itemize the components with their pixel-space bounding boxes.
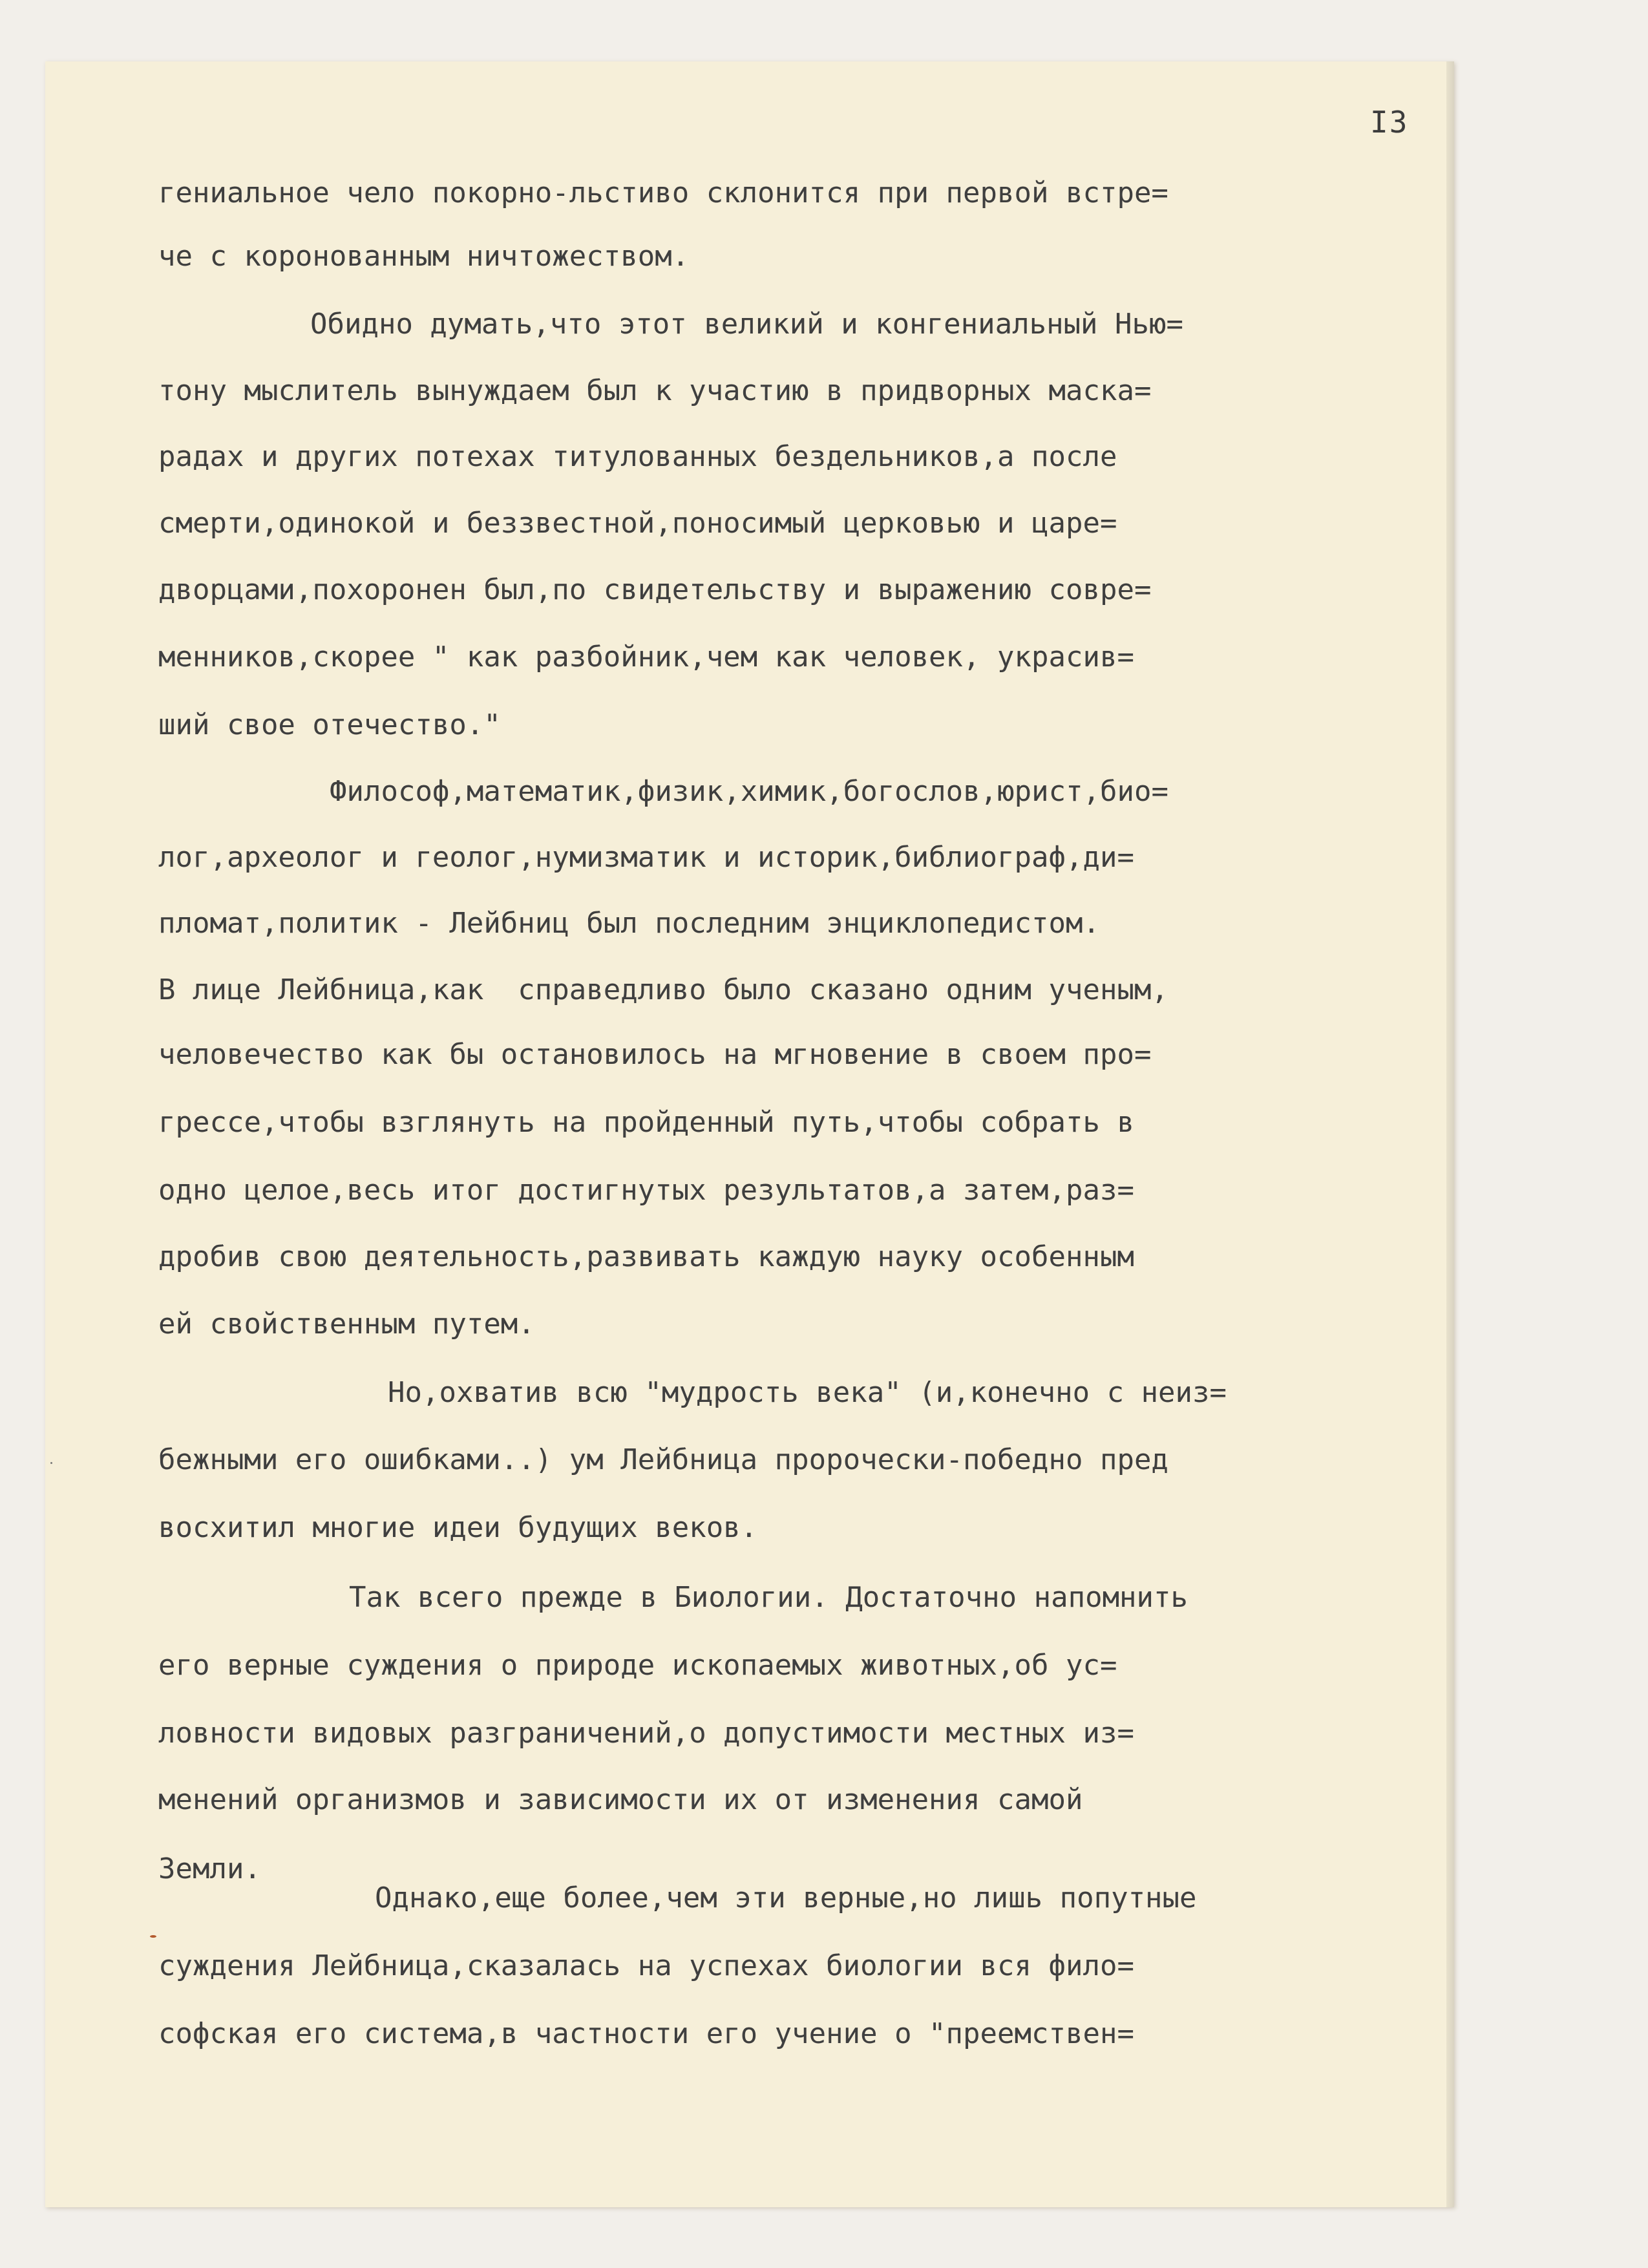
text-line: пломат,политик - Лейбниц был последним энциклопедистом. (158, 907, 1100, 940)
text-line: его верные суждения о природе ископаемых животных,об ус= (158, 1649, 1117, 1682)
page-number: I3 (1370, 105, 1409, 140)
text-line: восхитил многие идеи будущих веков. (158, 1511, 758, 1544)
text-line: ший свое отечество." (158, 708, 501, 741)
text-line: человечество как бы остановилось на мгновение в своем про= (158, 1038, 1152, 1071)
text-line: ловности видовых разграничений,о допустимости местных из= (158, 1717, 1134, 1750)
text-line: дробив свою деятельность,развивать каждую науку особенным (158, 1240, 1134, 1273)
text-line: радах и других потехах титулованных бездельников,а после (158, 440, 1117, 473)
text-line: смерти,одинокой и беззвестной,поносимый церковью и царе= (158, 507, 1117, 540)
text-line: дворцами,похоронен был,по свидетельству и выражению совре= (158, 573, 1152, 606)
text-line: че с коронованным ничтожеством. (158, 240, 690, 273)
text-line: Но,охватив всю "мудрость века" (и,конечно с неиз= (388, 1376, 1227, 1409)
text-line: Земли. (158, 1852, 261, 1885)
page-edge-shadow (1446, 61, 1454, 2207)
ink-speck (150, 1935, 156, 1938)
text-line: Однако,еще более,чем эти верные,но лишь попутные (375, 1881, 1197, 1914)
text-line: ей свойственным путем. (158, 1308, 535, 1341)
text-line: менений организмов и зависимости их от изменения самой (158, 1783, 1083, 1816)
text-line: одно целое,весь итог достигнутых результатов,а затем,раз= (158, 1174, 1134, 1207)
text-line: грессе,чтобы взглянуть на пройденный путь,чтобы собрать в (158, 1106, 1134, 1139)
text-line: менников,скорее " как разбойник,чем как человек, украсив= (158, 641, 1134, 673)
ink-speck (50, 1462, 52, 1464)
text-line: тону мыслитель вынуждаем был к участию в придворных маска= (158, 374, 1152, 407)
text-line: Так всего прежде в Биологии. Достаточно напомнить (349, 1581, 1188, 1614)
text-line: бежными его ошибками..) ум Лейбница пророчески-победно пред (158, 1443, 1168, 1476)
text-line: суждения Лейбница,сказалась на успехах биологии вся фило= (158, 1949, 1134, 1982)
text-line: В лице Лейбница,как справедливо было сказано одним ученым, (158, 973, 1168, 1006)
text-line: гениальное чело покорно-льстиво склонится при первой встре= (158, 176, 1168, 209)
text-line: Обидно думать,что этот великий и конгениальный Нью= (310, 308, 1184, 341)
text-line: софская его система,в частности его учение о "преемствен= (158, 2017, 1134, 2050)
text-line: Философ,математик,физик,химик,богослов,юрист,био= (330, 775, 1169, 808)
text-line: лог,археолог и геолог,нумизматик и историк,библиограф,ди= (158, 841, 1134, 874)
